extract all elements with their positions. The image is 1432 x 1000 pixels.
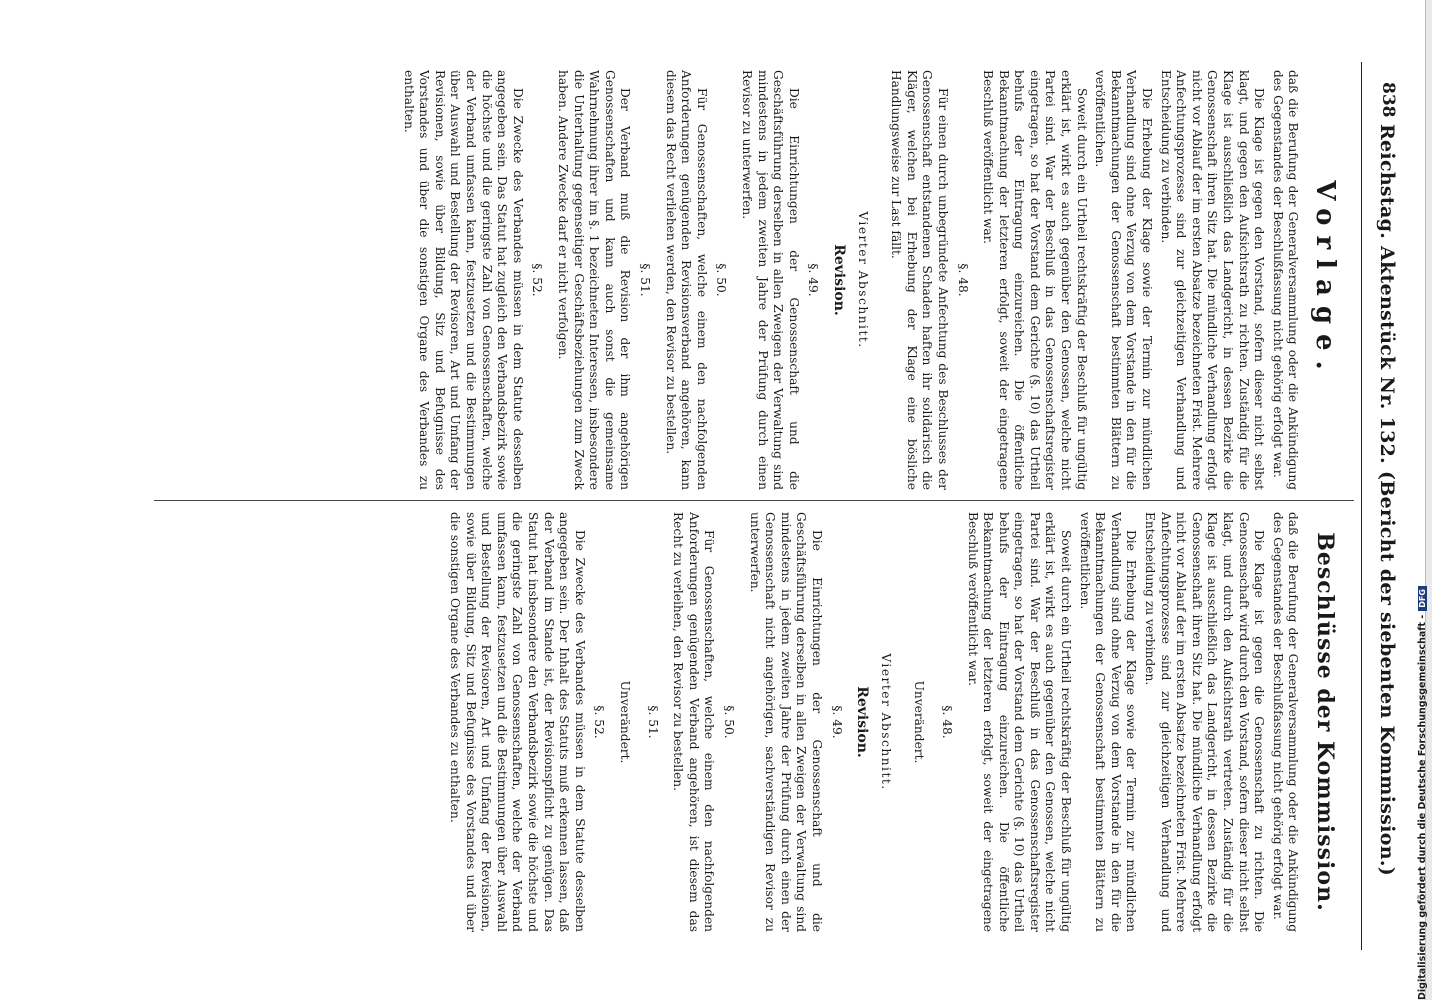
right-section-51: §. 51. (645, 705, 660, 739)
left-section-50-text: Für Genossenschaften, welche einem den nachfolgenden Anforderungen genügenden Revisionsverband angehören, kann diesem das Recht verliehen werden, den Revisor zu bestellen. (663, 70, 709, 490)
left-section-50: §. 50. (714, 263, 729, 297)
right-unchanged-48: Unverändert. (912, 680, 927, 764)
right-section-50-text: Für Genossenschaften, welche einem den nachfolgenden Anforderungen genügenden Verband angehören, ist diesem das Recht zu verleihen, den Revisor zu bestellen. (671, 512, 717, 932)
right-section-52: §. 52. (592, 705, 607, 739)
left-section-49-text: Die Einrichtungen der Genossenschaft und die Geschäftsführung derselben in allen Zweigen der Verwaltung sind mindestens in jedem zweiten Jahre der Prüfung durch einen Revisor zu unterwerfen. (740, 70, 801, 490)
running-title: Reichstag. Aktenstück Nr. 132. (Bericht der siebenten Kommission.) (1376, 123, 1398, 877)
right-unchanged-51: Unverändert. (618, 680, 633, 764)
digitization-watermark (1417, 580, 1431, 1000)
right-para-3: Die Erhebung der Klage sowie der Termin zur mündlichen Verhandlung sind ohne Verzug von dem Vorstande in den für die Bekanntmachungen der Genossenschaft bestimmten Blättern zu veröffentlichen. (1077, 512, 1139, 932)
dfg-logo: DFG (1418, 586, 1427, 611)
left-para-4: Soweit durch ein Urtheil rechtskräftig der Beschluß für ungültig erklärt ist, wirkt es auch gegenüber den Genossen, welche nicht Partei sind. War der Beschluß in das Genossenschaftsregister eingetragen, so hat der Vorstand dem Gerichte (§. 10) das Urtheil behufs der Eintragung einzureichen. Die öffentliche Bekanntmachung der letzteren erfolgt, soweit der eingetragene Beschluß veröffentlicht war. (981, 70, 1089, 490)
left-para-3: Die Erhebung der Klage sowie der Termin zur mündlichen Verhandlung sind ohne Verzug von dem Vorstande in den für die Bekanntmachungen der Genossenschaft bestimmten Blättern zu veröffentlichen. (1093, 70, 1155, 490)
right-para-4: Soweit durch ein Urtheil rechtskräftig der Beschluß für ungültig erklärt ist, wirkt es auch gegenüber den Genossen, welche nicht Partei sind. War der Beschluß in das Genossenschaftsregister eingetragen, so hat der Vorstand dem Gerichte (§. 10) das Urtheil behufs der Eintragung einzureichen. Die öffentliche Bekanntmachung der letzteren erfolgt, soweit der eingetragene Beschluß veröffentlicht war. (965, 512, 1074, 932)
left-section-49: §. 49. (806, 263, 821, 297)
left-para-2: Die Klage ist gegen den Vorstand, sofern dieser nicht selbst klagt, und gegen den Aufsichtsrath zu richten. Zuständig für die Klage ist ausschließlich das Landgericht, in dessen Bezirke die Genossenschaft ihren Sitz hat. Die mündliche Verhandlung erfolgt nicht vor Ablauf der im ersten Absatze bezeichneten Frist. Mehrere Anfechtungsprozesse sind zur gleichzeitigen Verhandlung und Entscheidung zu verbinden. (1158, 70, 1267, 490)
right-section-48: §. 48. (939, 705, 954, 739)
left-section-52-text: Die Zwecke des Verbandes müssen in dem Statute desselben angegeben sein. Das Statut hat zugleich den Verbandsbezirk sowie die höchste und die geringste Zahl von Genossenschaften, welche der Verband umfassen kann, festzusetzen und die Bestimmungen über Auswahl und Bestellung der Revisoren, Art und Umfang der Revisionen, sowie über Bildung, Sitz und Befugnisse des Vorstandes und über die sonstigen Organe des Verbandes zu enthalten. (401, 70, 525, 490)
right-para-2: Die Klage ist gegen die Genossenschaft zu richten. Die Genossenschaft wird durch den Vorstand, sofern dieser nicht selbst klagt, und durch den Aufsichtsrath vertreten. Zuständig für die Klage ist ausschließlich das Landgericht, in dessen Bezirke die Genossenschaft ihren Sitz hat. Die mündliche Verhandlung erfolgt nicht vor Ablauf der im ersten Absatze bezeichneten Frist. Mehrere Anfechtungsprozesse sind zur gleichzeitigen Verhandlung und Entscheidung zu verbinden. (1143, 512, 1267, 932)
header-rule (1361, 62, 1362, 950)
page-number: 838 (1378, 82, 1398, 118)
right-section-52-text: Die Zwecke des Verbandes müssen in dem Statute desselben angegeben sein. Der Inhalt des Statuts muß erkennen lassen, daß der Verband im Stande ist, der Revisionspflicht zu genügen. Das Statut hat insbesondere den Verbandsbezirk sowie die höchste und die geringste Zahl von Genossenschaften, welche der Verband umfassen kann, festzusetzen und die Bestimmungen über Auswahl und Bestellung der Revisoren, Art und Umfang der Revisionen, sowie über Bildung, Sitz und Befugnisse des Vorstandes und über die sonstigen Organe des Verbandes zu enthalten. (448, 512, 587, 932)
right-section-49: §. 49. (829, 705, 844, 739)
page-header (1366, 0, 1412, 1000)
right-chapter-title: Revision. (854, 686, 871, 758)
right-para-1: daß die Berufung der Generalversammlung oder die Ankündigung des Gegenstandes der Beschlußfassung nicht gehörig erfolgt war. (1270, 512, 1301, 932)
left-section-51-text: Der Verband muß die Revision der ihm angehörigen Genossenschaften und kann auch sonst die gemeinsame Wahrnehmung ihrer im §. 1 bezeichneten Interessen, insbesondere die Unterhaltung gegenseitiger Geschäftsbeziehungen zum Zweck haben. Andere Zwecke darf er nicht verfolgen. (556, 70, 633, 490)
left-section-52: §. 52. (530, 263, 545, 297)
left-section-48: §. 48. (955, 263, 970, 297)
right-column (120, 512, 1350, 932)
right-section-49-text: Die Einrichtungen der Genossenschaft und die Geschäftsführung derselben in allen Zweigen der Verwaltung sind mindestens in jedem zweiten Jahre der Prüfung durch einen der Genossenschaft nicht angehörigen, sachverständigen Revisor zu unterwerfen. (747, 512, 824, 932)
left-chapter-title: Revision. (830, 244, 847, 316)
left-chapter-heading: Vierter Abschnitt. (855, 211, 870, 349)
watermark-text: Digitalisierung gefördert durch die Deutsche Forschungsgemeinschaft - (1417, 614, 1428, 1000)
left-column (120, 70, 1350, 490)
right-title: Beschlüsse der Kommission. (1312, 532, 1338, 912)
right-section-50: §. 50. (722, 705, 736, 739)
left-section-48-text: Für einen durch unbegründete Anfechtung des Beschlusses der Genossenschaft entstandenen Schaden haften ihr solidarisch die Kläger, welchen bei Erhebung der Klage eine bösliche Handlungsweise zur Last fällt. (889, 70, 950, 490)
right-chapter-heading: Vierter Abschnitt. (878, 653, 893, 791)
left-title: Vorlage. (1310, 180, 1340, 380)
column-divider (154, 500, 1354, 501)
left-section-51: §. 51. (638, 263, 653, 297)
left-para-1: daß die Berufung der Generalversammlung oder die Ankündigung des Gegenstandes der Beschlußfassung nicht gehörig erfolgt war. (1270, 70, 1301, 490)
